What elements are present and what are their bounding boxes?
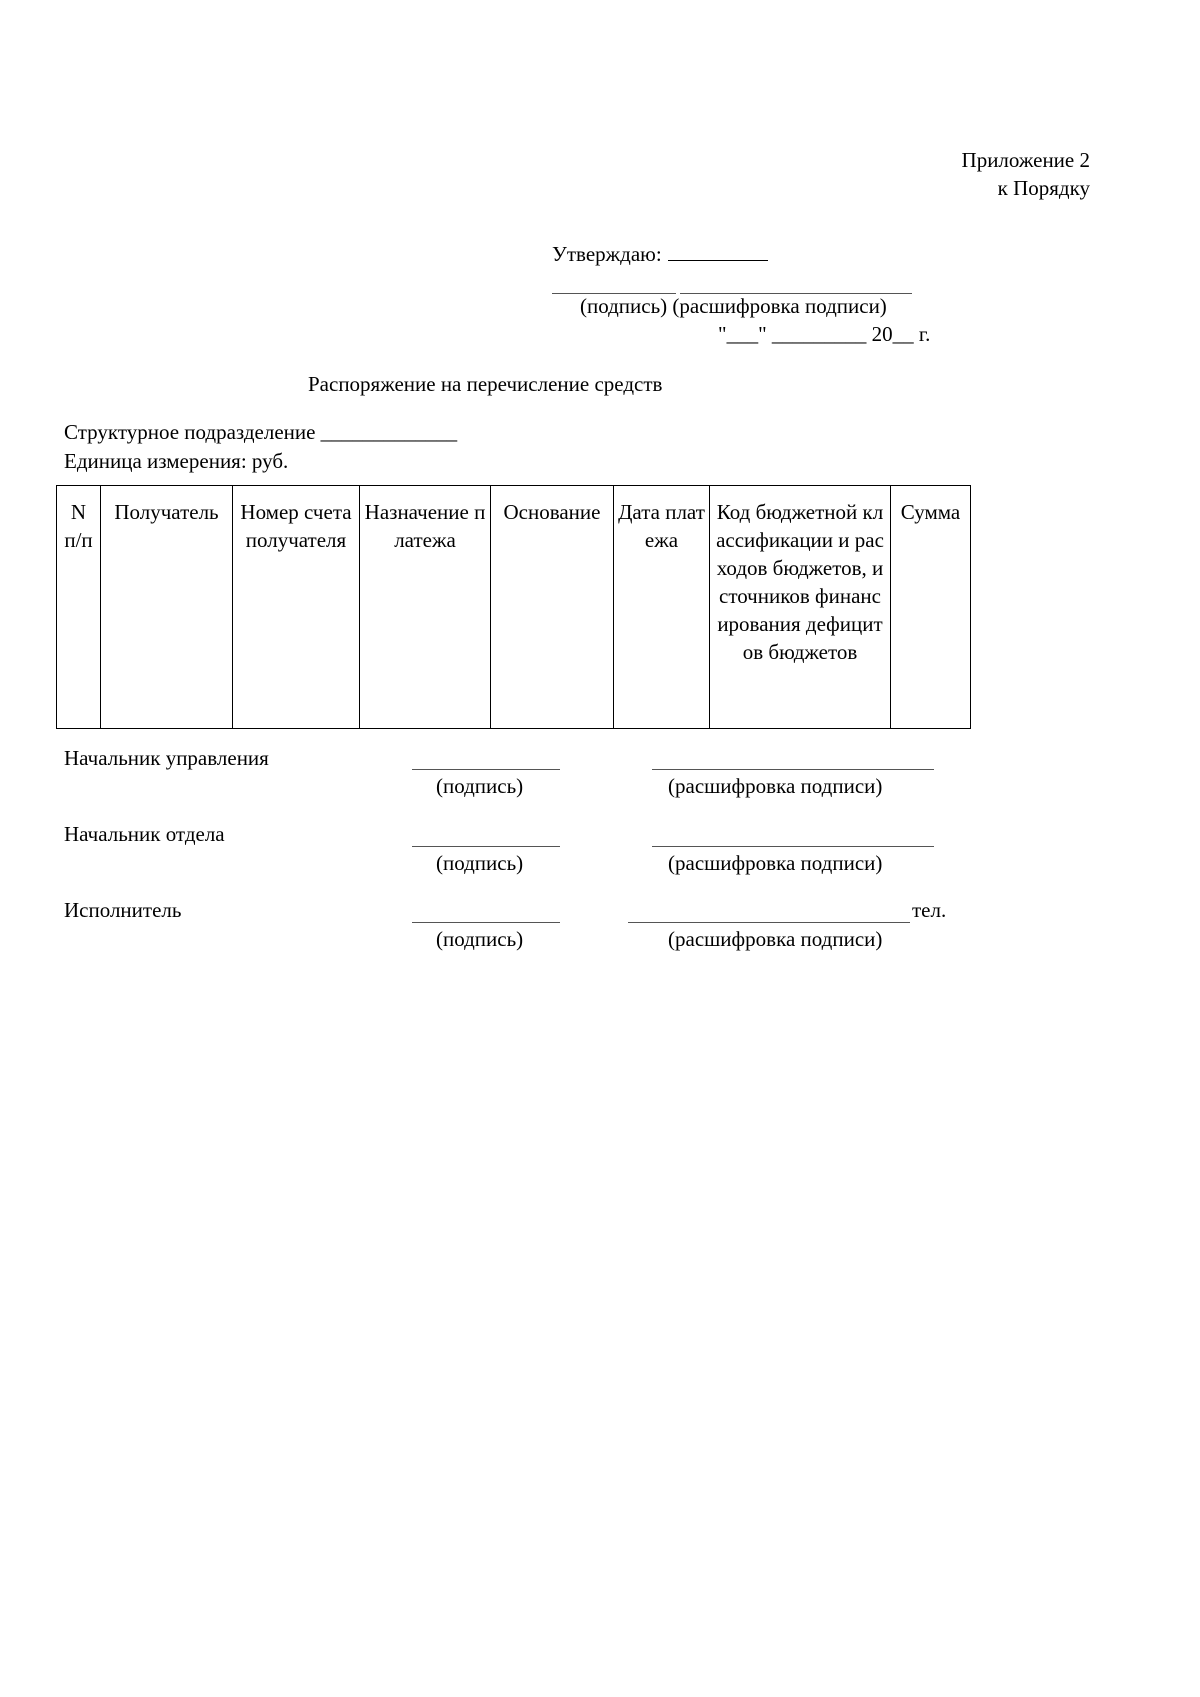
- signature-caption: (подпись): [436, 774, 524, 798]
- document-title: Распоряжение на перечисление средств: [308, 372, 663, 396]
- name-blank: [628, 922, 910, 923]
- column-header-budget-code: Код бюджетной классификации и расходов бюджетов, источников финансирования дефицитов бюджетов: [710, 486, 891, 729]
- signature-caption: (подпись): [436, 927, 524, 951]
- table-header-row: [57, 486, 971, 729]
- column-header-number: N п/п: [57, 486, 101, 729]
- signature-role-head-of-department: Начальник управления: [64, 746, 269, 770]
- approval-line: [552, 238, 768, 267]
- column-header-basis: Основание: [491, 486, 614, 729]
- name-blank: [652, 769, 934, 770]
- column-header-purpose: Назначение платежа: [360, 486, 491, 729]
- column-header-recipient: Получатель: [101, 486, 233, 729]
- signature-role-head-of-section: Начальник отдела: [64, 822, 225, 846]
- appendix-note: [962, 146, 1090, 202]
- appendix-line-1: Приложение 2: [961, 148, 1090, 172]
- column-header-account: Номер счета получателя: [233, 486, 360, 729]
- name-caption: (расшифровка подписи): [668, 851, 883, 875]
- column-header-amount: Сумма: [891, 486, 971, 729]
- approval-blank: [668, 238, 768, 261]
- approval-label: Утверждаю:: [552, 242, 662, 266]
- name-caption: (расшифровка подписи): [668, 927, 883, 951]
- name-caption: (расшифровка подписи): [668, 774, 883, 798]
- signature-blank: [412, 922, 560, 923]
- approval-signature-caption: (подпись) (расшифровка подписи): [580, 294, 887, 318]
- signature-blank: [412, 769, 560, 770]
- signature-blank: [412, 846, 560, 847]
- signature-caption: (подпись): [436, 851, 524, 875]
- appendix-line-2: к Порядку: [997, 176, 1090, 200]
- unit-line: Единица измерения: руб.: [64, 449, 289, 473]
- signature-role-executor: Исполнитель: [64, 898, 182, 922]
- column-header-date: Дата платежа: [614, 486, 710, 729]
- payment-table: [56, 485, 971, 729]
- phone-label: тел.: [912, 898, 947, 922]
- approval-date-line: "___" _________ 20__ г.: [718, 322, 931, 346]
- department-line: Структурное подразделение _____________: [64, 420, 458, 444]
- name-blank: [652, 846, 934, 847]
